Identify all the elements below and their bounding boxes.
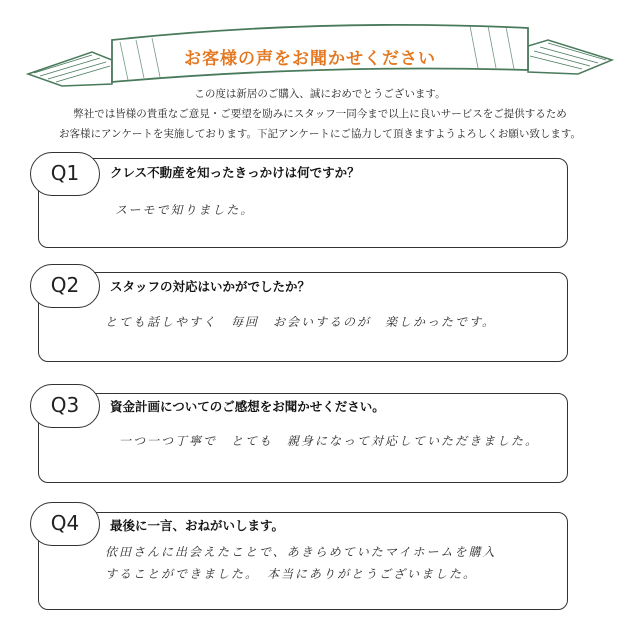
intro-text [0,84,640,144]
question-text: 資金計画についてのご感想をお聞かせください。 [110,399,385,414]
question-badge: Q3 [30,384,100,428]
intro-line: お客様にアンケートを実施しております。下記アンケートにご協力して頂きますようよろしくお願い致します。 [58,128,582,140]
intro-line: この度は新居のご購入、誠におめでとうございます。 [194,88,446,100]
answer-text: とても話しやすく 毎回 お会いするのが 楽しかったです。 [105,315,497,329]
answer-text: することができました。 本当にありがとうございました。 [105,567,478,581]
answer-text: 一つ一つ丁寧で とても 親身になって対応していただきました。 [119,434,540,448]
question-text: 最後に一言、おねがいします。 [110,518,285,533]
intro-line: 弊社では皆様の貴重なご意見・ご要望を励みにスタッフ一同今まで以上に良いサービスをご提供するため [73,108,567,120]
question-badge: Q1 [30,152,100,196]
question-text: スタッフの対応はいかがでしたか？ [110,279,311,294]
answer-text: スーモで知りました。 [115,203,255,217]
answer-text: 依田さんに出会えたことで、あきらめていたマイホームを購入 [105,545,497,559]
question-badge: Q2 [30,264,100,308]
page-title: お客様の声をお聞かせください [184,49,436,69]
question-badge: Q4 [30,502,100,546]
question-text: クレス不動産を知ったきっかけは何ですか？ [110,165,360,180]
header-banner [0,0,640,90]
